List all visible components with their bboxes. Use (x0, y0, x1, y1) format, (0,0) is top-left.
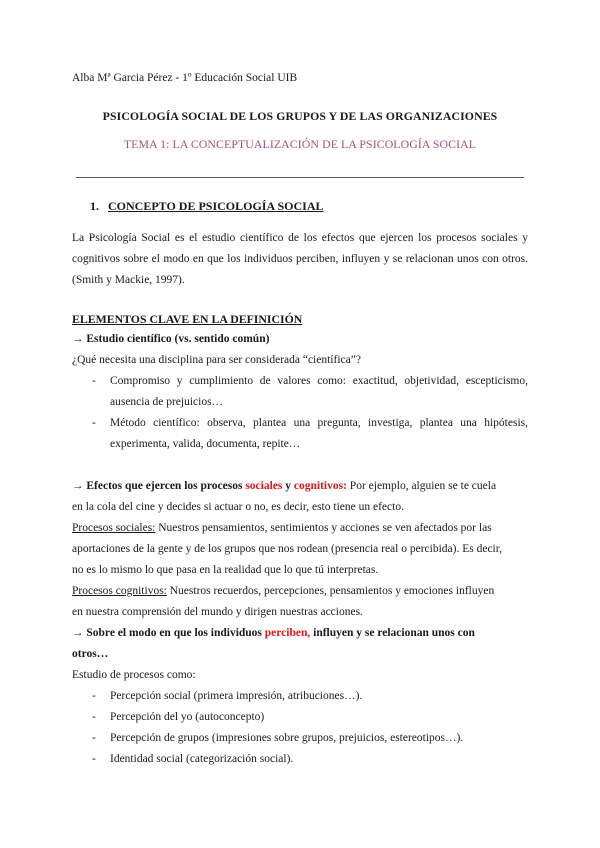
social-processes-text1: Nuestros pensamientos, sentimientos y acciones se ven afectados por las (155, 522, 492, 534)
item3-intro: Estudio de procesos como: (72, 669, 196, 681)
bullet-marker: - (92, 375, 96, 387)
item2-heading-mid: y (282, 480, 294, 492)
item2-red-sociales: sociales (245, 480, 283, 492)
cognitive-processes-line2: en nuestra comprensión del mundo y dirigen nuestras acciones. (72, 606, 363, 618)
section-number: 1. (90, 199, 99, 213)
author-line: Alba Mª Garcia Pérez - 1º Educación Social UIB (72, 72, 298, 84)
social-processes-line3: no es lo mismo lo que pasa en la realidad que lo que tú interpretas. (72, 564, 379, 576)
cognitive-processes-label: Procesos cognitivos: (72, 585, 167, 597)
key-elements-heading: ELEMENTOS CLAVE EN LA DEFINICIÓN (72, 312, 303, 326)
item1-heading: → Estudio científico (vs. sentido común) (72, 333, 270, 345)
item1-bullet-2: Método científico: observa, plantea una pregunta, investiga, plantea una hipótesis, experimenta, valida, documenta, repite… (110, 417, 528, 450)
item1-question: ¿Qué necesita una disciplina para ser considerada “científica”? (72, 354, 361, 366)
item3-bullet-1: Percepción social (primera impresión, atribuciones…). (110, 690, 363, 702)
horizontal-divider (76, 177, 524, 178)
item1-bullet-1: Compromiso y cumplimiento de valores como: exactitud, objetividad, escepticismo, ausencia de prejuicios… (110, 375, 528, 408)
cognitive-processes-line1 (72, 585, 494, 597)
item2-text-line1: Por ejemplo, alguien se te cuela (346, 480, 497, 492)
bullet-marker: - (92, 753, 96, 765)
item3-red-perciben: perciben, (264, 627, 311, 639)
bullet-marker: - (92, 711, 96, 723)
item2-red-cognitivos: cognitivos: (293, 480, 347, 492)
item2-heading-prefix: → Efectos que ejercen los procesos (72, 480, 246, 492)
document-subtitle: TEMA 1: LA CONCEPTUALIZACIÓN DE LA PSICOLOGÍA SOCIAL (123, 137, 477, 151)
item3-bullet-4: Identidad social (categorización social). (110, 753, 294, 765)
bullet-marker: - (92, 417, 96, 429)
item3-heading-line2: otros… (72, 648, 109, 660)
social-processes-line1 (72, 522, 492, 534)
item3-heading-suffix: influyen y se relacionan unos con (310, 627, 475, 639)
item3-heading-prefix: → Sobre el modo en que los individuos (72, 627, 265, 639)
item3-bullet-3: Percepción de grupos (impresiones sobre grupos, prejuicios, estereotipos…). (110, 732, 464, 744)
item2-text-line2: en la cola del cine y decides si actuar o no, es decir, esto tiene un efecto. (72, 501, 404, 513)
bullet-marker: - (92, 690, 96, 702)
social-processes-line2: aportaciones de la gente y de los grupos que nos rodean (presencia real o percibida). Es decir, (72, 543, 502, 555)
section-title: CONCEPTO DE PSICOLOGÍA SOCIAL (108, 199, 324, 213)
document-title: PSICOLOGÍA SOCIAL DE LOS GRUPOS Y DE LAS ORGANIZACIONES (102, 109, 498, 123)
definition-paragraph: La Psicología Social es el estudio científico de los efectos que ejercen los procesos sociales y cognitivos sobre el modo en que los individuos perciben, influyen y se relacionan unos con otros. (Smith y Mackie, 1997). (72, 232, 528, 286)
social-processes-label: Procesos sociales: (72, 522, 156, 534)
cognitive-processes-text1: Nuestros recuerdos, percepciones, pensamientos y emociones influyen (166, 585, 495, 597)
item2-heading-line (72, 480, 496, 492)
item3-heading-line (72, 627, 475, 639)
bullet-marker: - (92, 732, 96, 744)
item3-bullet-2: Percepción del yo (autoconcepto) (110, 711, 265, 723)
